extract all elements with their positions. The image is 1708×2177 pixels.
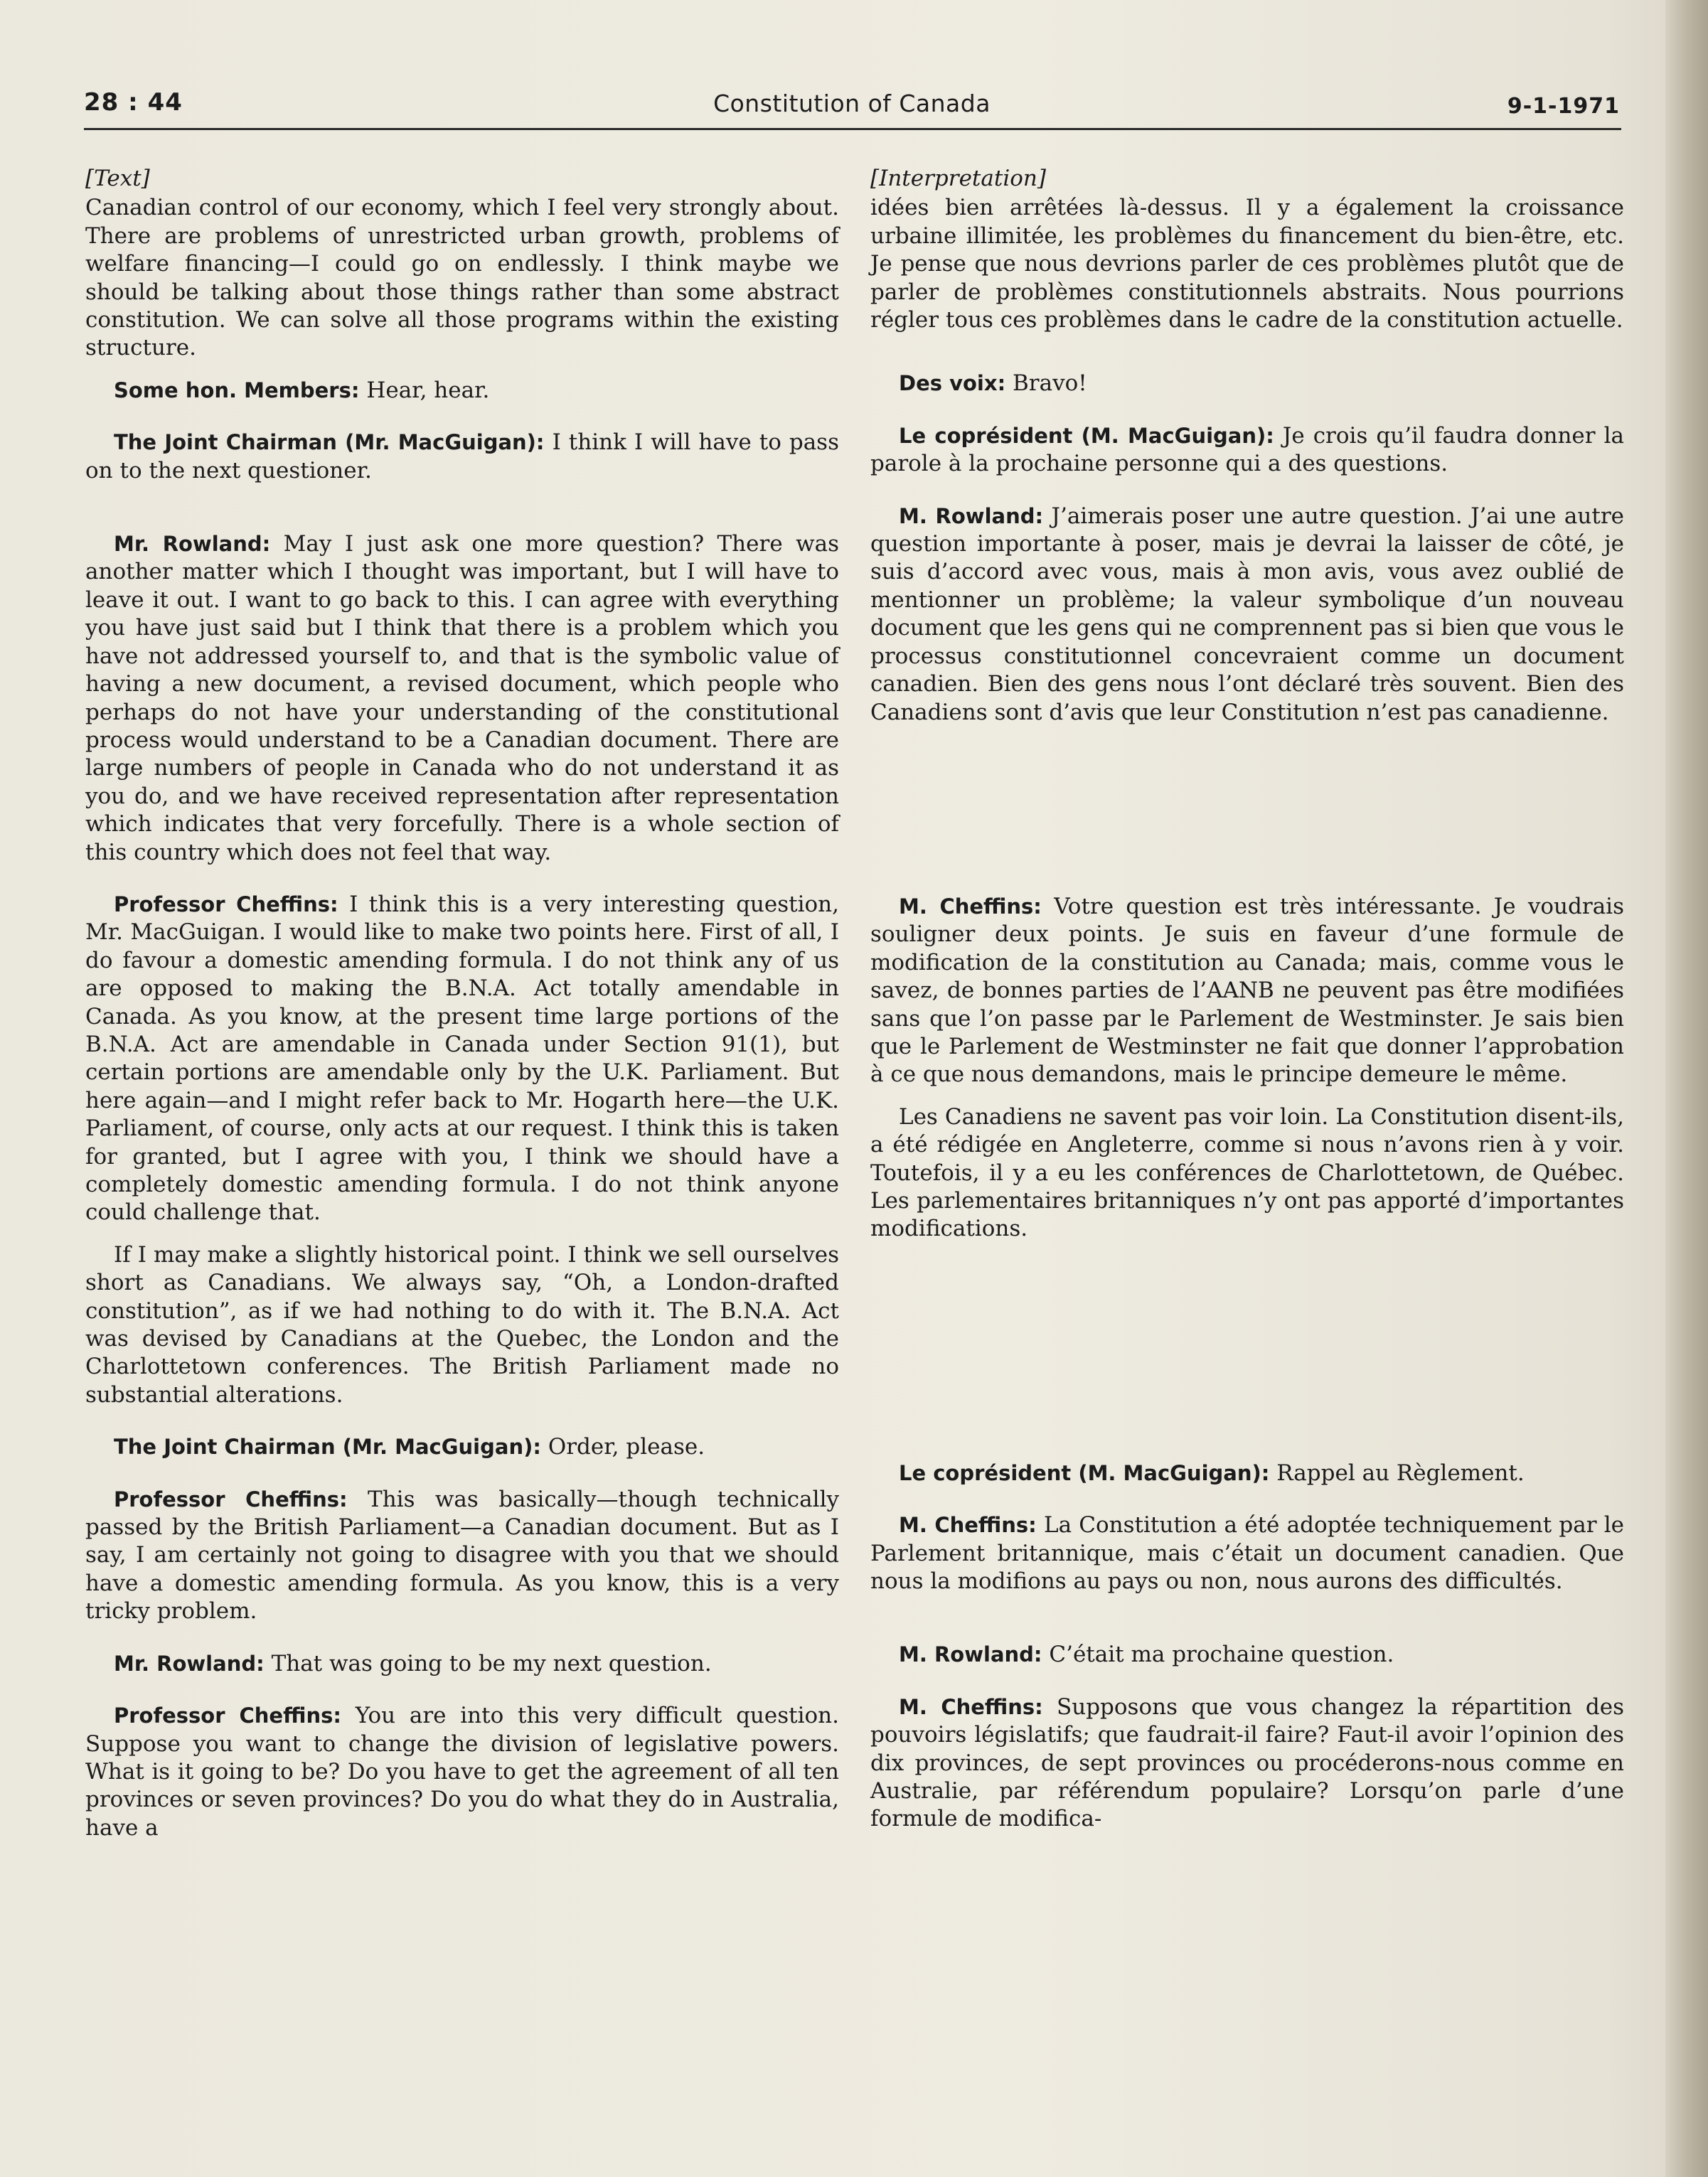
speaker-name: Professor Cheffins: <box>114 892 338 916</box>
speaker-name: Des voix: <box>899 371 1006 396</box>
paragraph <box>870 422 1624 478</box>
sitting-date: 9-1-1971 <box>1507 94 1620 119</box>
paragraph <box>85 530 839 867</box>
speaker-name: Mr. Rowland: <box>114 532 271 557</box>
paragraph-text: Bravo! <box>1013 370 1087 397</box>
paragraph <box>85 1702 839 1842</box>
page-number: 28 : 44 <box>84 88 183 117</box>
paragraph-text: That was going to be my next question. <box>271 1650 712 1676</box>
paragraph <box>870 194 1624 334</box>
speaker-name: M. Cheffins: <box>899 1513 1037 1538</box>
page-edge-shadow <box>1665 0 1708 2177</box>
paragraph-text: Canadian control of our economy, which I feel very strongly about. There are problems of unrestricted urban growth, problems of welfare financing—I could go on endlessly. I think maybe we should be talking about those things rather than some abstract constitution. We can solve all those programs within the existing structure. <box>85 195 839 361</box>
paragraph <box>870 1103 1624 1243</box>
page-header <box>84 84 1620 128</box>
paragraph-text: Order, please. <box>548 1434 705 1460</box>
english-column <box>85 165 839 1866</box>
paragraph <box>85 1486 839 1626</box>
speaker-name: Le coprésident (M. MacGuigan): <box>899 423 1274 448</box>
paragraph-text: J’aimerais poser une autre question. J’ai une autre question importante à poser, mais je devrai la laisser de côté, je suis d’accord avec vous, mais à mon avis, vous avez oublié de mentionner un problème; la valeur symbolique d’un nouveau document que les gens qui ne comprennent pas si bien que vous le processus constitutionnel concevraient comme un document canadien. Bien des gens nous l’ont déclaré très souvent. Bien des Canadiens sont d’avis que leur Constitution n’est pas canadienne. <box>870 503 1624 725</box>
speaker-name: Some hon. Members: <box>114 378 360 402</box>
paragraph-text: Rappel au Règlement. <box>1276 1460 1525 1486</box>
paragraph <box>85 891 839 1227</box>
paragraph <box>870 1694 1624 1834</box>
paragraph-text: Hear, hear. <box>366 377 490 403</box>
column-label-text: [Text] <box>85 166 150 191</box>
speaker-name: M. Rowland: <box>899 1642 1042 1667</box>
paragraph-text: This was basically—though technically passed by the British Parliament—a Canadian document. But as I say, I am certainly not going to disagree with you that we should have a domestic amending formula. As you know, this is a very tricky problem. <box>85 1486 839 1625</box>
speaker-name: Professor Cheffins: <box>114 1487 348 1512</box>
french-column <box>870 165 1624 1858</box>
speaker-name: Mr. Rowland: <box>114 1651 265 1676</box>
paragraph <box>870 370 1624 397</box>
header-rule <box>84 128 1621 130</box>
paragraph <box>870 893 1624 1089</box>
speaker-name: M. Cheffins: <box>899 894 1042 919</box>
paragraph-text: You are into this very difficult question. Suppose you want to change the division of legislative powers. What is it going to be? Do you have to get the agreement of all ten provinces or seven provinces? Do you do what they do in Australia, have a <box>85 1703 839 1841</box>
paragraph-text: La Constitution a été adoptée techniquement par le Parlement britannique, mais c’était un document canadien. Que nous la modifions au pays ou non, nous aurons des difficultés. <box>870 1512 1624 1594</box>
paragraph <box>85 377 839 405</box>
speaker-name: M. Cheffins: <box>899 1694 1043 1719</box>
speaker-name: Professor Cheffins: <box>114 1703 341 1728</box>
paragraph-text: May I just ask one more question? There was another matter which I thought was important, but I will have to leave it out. I want to go back to this. I can agree with everything you have just said but I think that there is a problem which you have not addressed yourself to, and that is the symbolic value of having a new document, a revised document, which people who perhaps do not have your understanding of the constitutional process would understand to be a Canadian document. There are large numbers of people in Canada who do not understand it as you do, and we have received representation after representation which indicates that very forcefully. There is a whole section of this country which does not feel that way. <box>85 531 839 865</box>
paragraph <box>870 1641 1624 1669</box>
paragraph <box>870 1460 1624 1487</box>
paragraph-text: Les Canadiens ne savent pas voir loin. La Constitution disent-ils, a été rédigée en Angleterre, comme si nous n’avons rien à y voir. Toutefois, il y a eu les conférences de Charlottetown, de Québec. Les parlementaires britanniques n’y ont pas apporté d’importantes modifications. <box>870 1103 1624 1242</box>
running-title: Constitution of Canada <box>713 90 991 117</box>
paragraph-text: Votre question est très intéressante. Je voudrais souligner deux points. Je suis en faveur d’une formule de modification de la constitution au Canada; mais, comme vous le savez, de bonnes parties de l’AANB ne peuvent pas être modifiées sans que l’on passe par le Parlement de Westminster. Je sais bien que le Parlement de Westminster ne fait que donner l’approbation à ce que nous demandons, mais le principe demeure le même. <box>870 893 1624 1088</box>
paragraph <box>85 1433 839 1461</box>
paragraph <box>85 429 839 485</box>
paragraph-text: If I may make a slightly historical point. I think we sell ourselves short as Canadians. We always say, “Oh, a London-drafted constitution”, as if we had nothing to do with it. The B.N.A. Act was devised by Canadians at the Quebec, the London and the Charlottetown conferences. The British Parliament made no substantial alterations. <box>85 1241 839 1408</box>
paragraph-text: idées bien arrêtées là-dessus. Il y a également la croissance urbaine illimitée, les problèmes du financement du bien-être, etc. Je pense que nous devrions parler de ces problèmes plutôt que de parler de problèmes constitutionnels abstraits. Nous pourrions régler tous ces problèmes dans le cadre de la constitution actuelle. <box>870 195 1624 333</box>
paragraph <box>85 194 839 362</box>
paragraph <box>85 1241 839 1409</box>
paragraph <box>870 1512 1624 1595</box>
speaker-name: The Joint Chairman (Mr. MacGuigan): <box>114 1435 541 1460</box>
paragraph-text: I think this is a very interesting question, Mr. MacGuigan. I would like to make two points here. First of all, I do favour a domestic amending formula. I do not think any of us are opposed to making the B.N.A. Act totally amendable in Canada. As you know, at the present time large portions of the B.N.A. Act are amendable in Canada under Section 91(1), but certain portions are amendable only by the U.K. Parliament. But here again—and I might refer back to Mr. Hogarth here—the U.K. Parliament, of course, only acts at our request. I think this is taken for granted, but I agree with you, I think we should have a completely domestic amending formula. I do not think anyone could challenge that. <box>85 891 839 1226</box>
paragraph-text: I think I will have to pass on to the next questioner. <box>85 429 840 483</box>
speaker-name: Le coprésident (M. MacGuigan): <box>899 1460 1270 1485</box>
column-label-interpretation: [Interpretation] <box>870 166 1046 191</box>
paragraph <box>870 503 1624 727</box>
paragraph-text: Je crois qu’il faudra donner la parole à la prochaine personne qui a des questions. <box>870 422 1624 477</box>
speaker-name: The Joint Chairman (Mr. MacGuigan): <box>114 430 545 455</box>
paragraph-text: Supposons que vous changez la répartition des pouvoirs législatifs; que faudrait-il faire? Faut-il avoir l’opinion des dix provinces, de sept provinces ou procéderons-nous comme en Australie, par référendum populaire? Lorsqu’on parle d’une formule de modifica- <box>870 1694 1624 1832</box>
speaker-name: M. Rowland: <box>899 503 1044 528</box>
paragraph <box>85 1650 839 1678</box>
paragraph-text: C’était ma prochaine question. <box>1049 1642 1394 1668</box>
